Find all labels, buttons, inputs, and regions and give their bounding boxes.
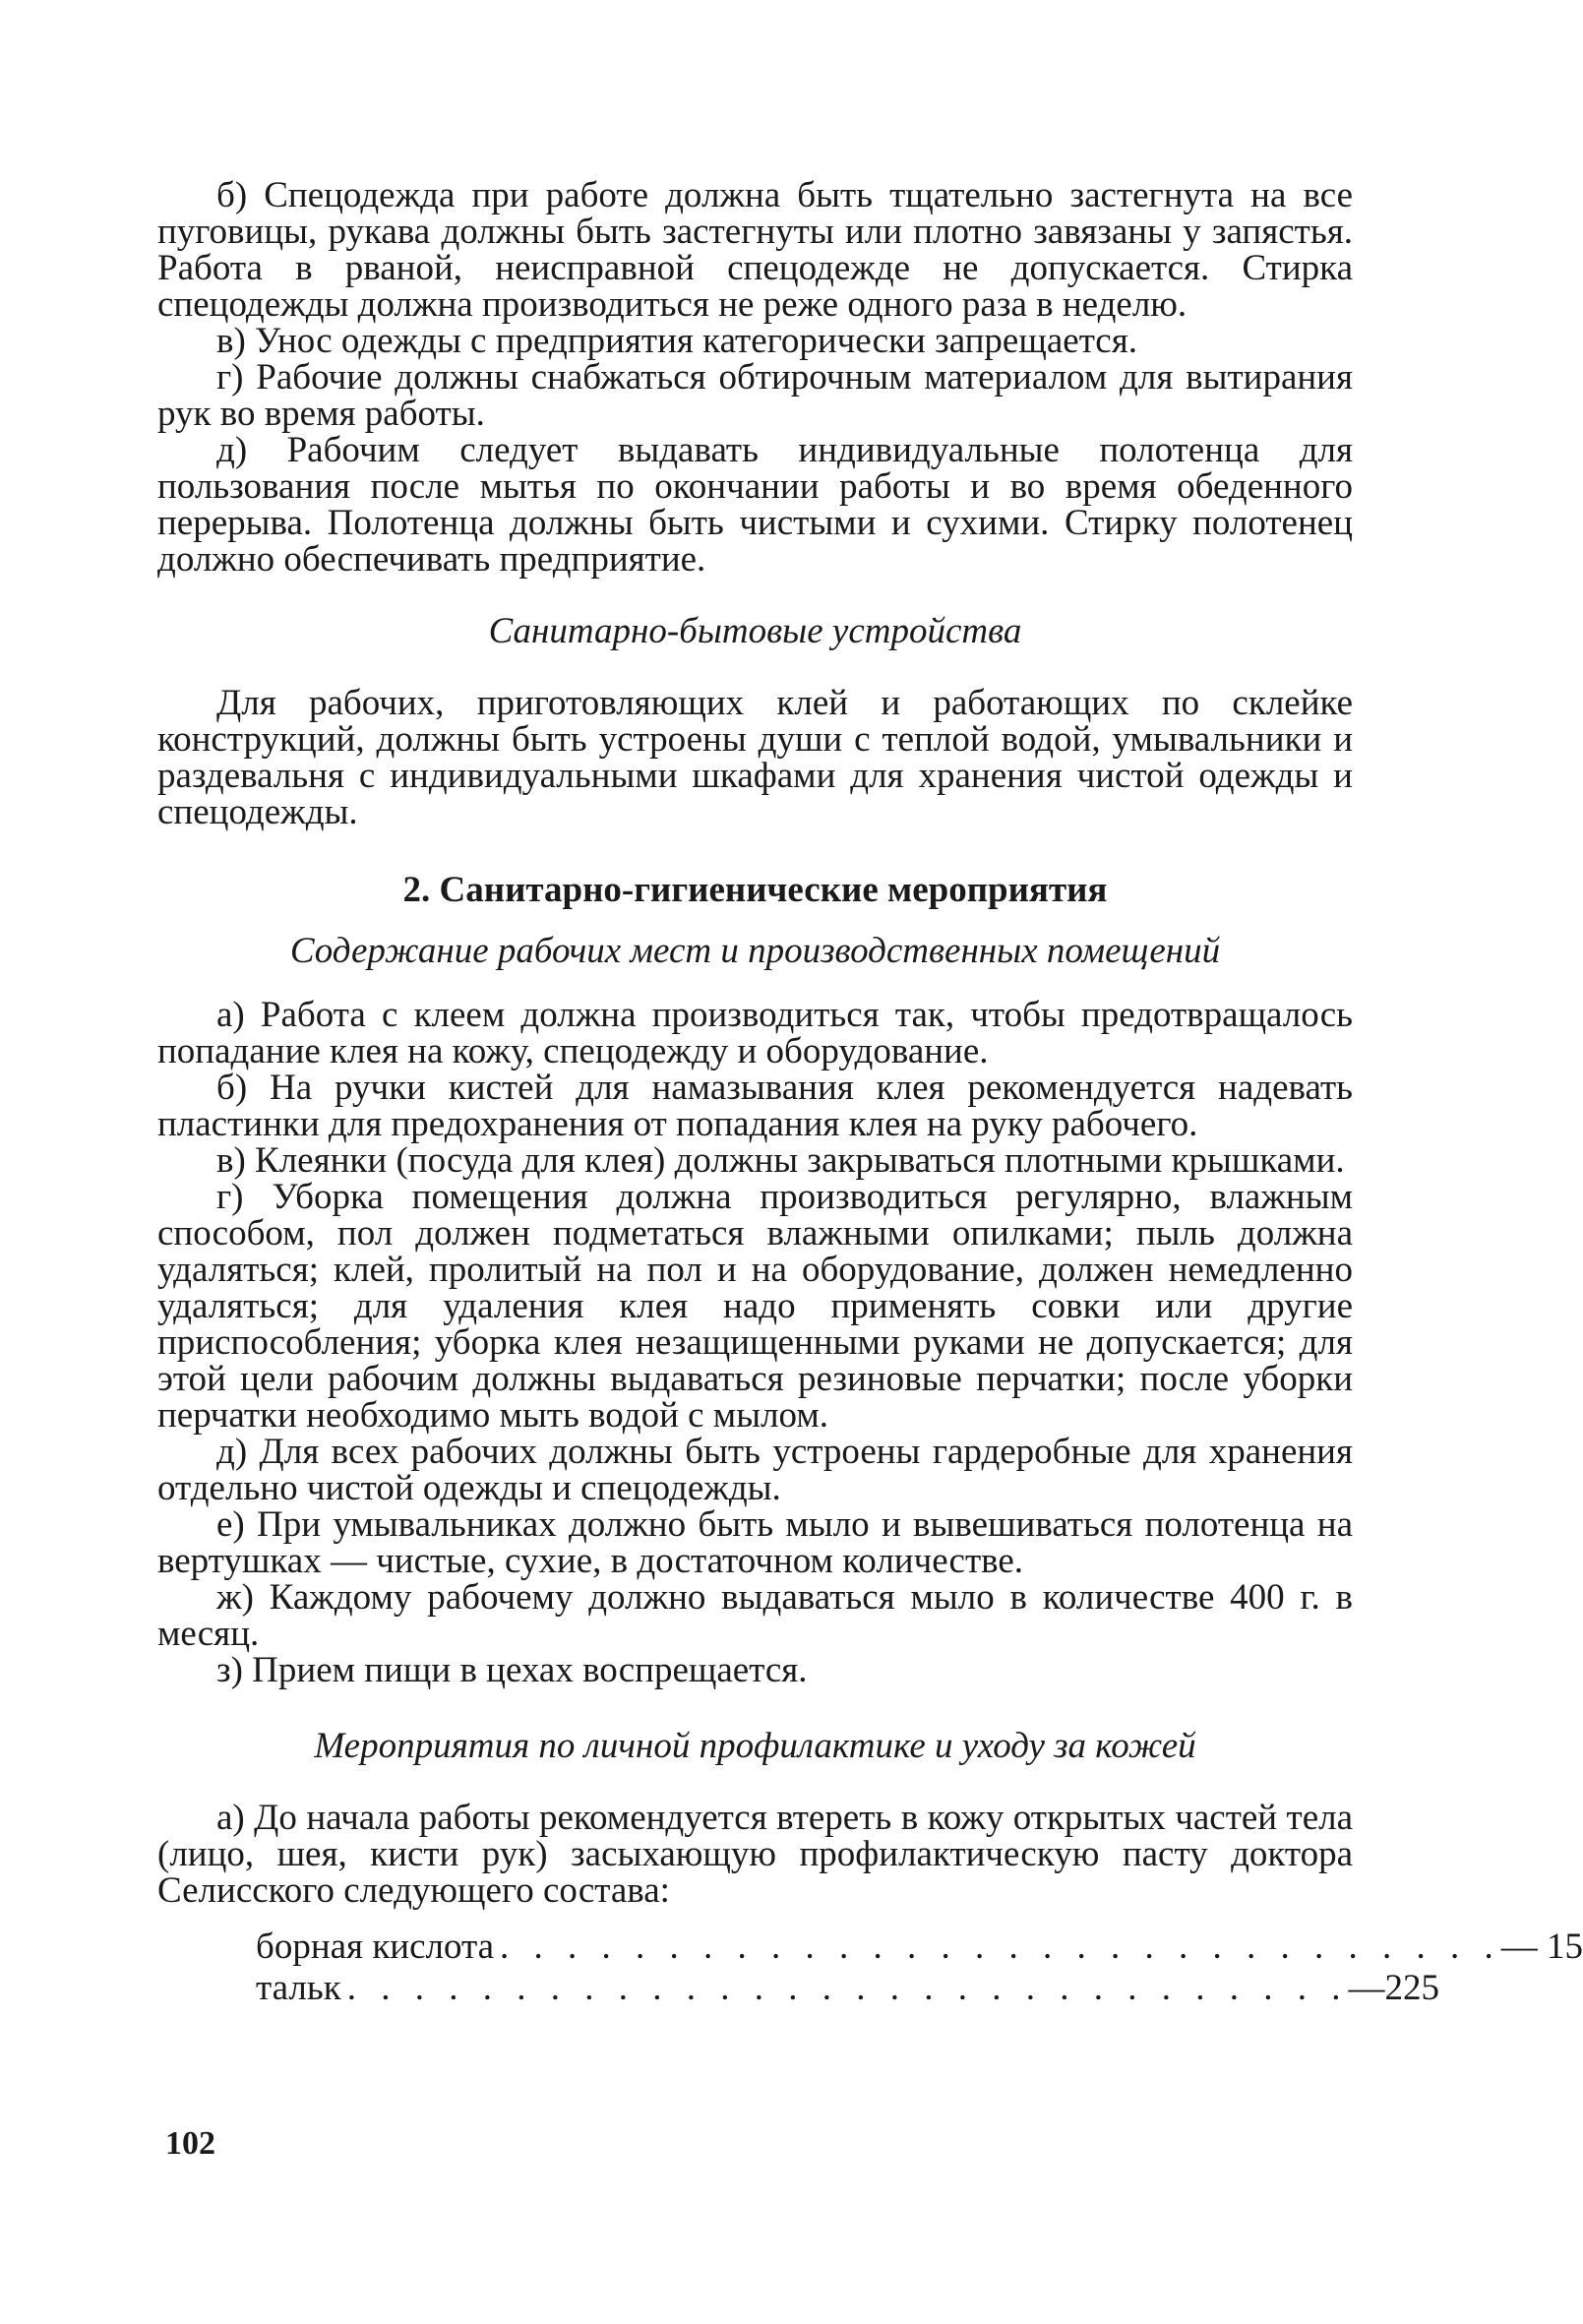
paragraph-b-workwear: б) Спецодежда при работе должна быть тщательно застегнута на все пуговицы, рукава должны быть застегнуты или плотно завязаны у запястья. Работа в рваной, неисправной спецодежде не допускается. Стирка спецодежды должна производиться не реже одного раза в неделю. xyxy=(157,175,1353,325)
heading-sanitary-facilities: Санитарно-бытовые устройства xyxy=(488,611,1022,651)
recipe-ingredient-name: тальк xyxy=(256,1968,341,2008)
document-page xyxy=(157,175,1583,2011)
paragraph-a-glue-work: а) Работа с клеем должна производиться так, чтобы предотвращалось попадание клея на кожу, спецодежду и оборудование. xyxy=(157,995,1353,1071)
recipe-list xyxy=(256,1926,1583,2011)
paragraph-a-paste: а) До начала работы рекомендуется втереть в кожу открытых частей тела (лицо, шея, кисти рук) засыхающую профилактическую пасту доктора Селисского следующего состава: xyxy=(157,1798,1353,1911)
heading-section-2: 2. Санитарно-гигиенические мероприятия xyxy=(402,870,1108,910)
page-number: 102 xyxy=(165,2125,215,2162)
dot-leader: . . . . . . . . . . . . . . . . . . . . . . . . . . . . . . xyxy=(500,1926,1501,1967)
paragraph-d-wardrobes: д) Для всех рабочих должны быть устроены гардеробные для хранения отдельно чистой одежды и спецодежды. xyxy=(157,1432,1353,1508)
heading-prophylaxis: Мероприятия по личной профилактике и уходу за кожей xyxy=(314,1726,1196,1766)
paragraph-b-brush-plates: б) На ручки кистей для намазывания клея рекомендуется надевать пластинки для предохранения от попадания клея на руку рабочего. xyxy=(157,1068,1353,1144)
paragraph-sanitary-facilities: Для рабочих, приготовляющих клей и работающих по склейке конструкций, должны быть устроены души с теплой водой, умывальники и раздевальня с индивидуальными шкафами для хранения чистой одежды и спецодежды. xyxy=(157,683,1353,832)
paragraph-e-washbasins: е) При умывальниках должно быть мыло и вывешиваться полотенца на вертушках — чистые, сухие, в достаточном количестве. xyxy=(157,1504,1353,1581)
recipe-row xyxy=(256,1968,1439,2011)
paragraph-d-towels: д) Рабочим следует выдавать индивидуальные полотенца для пользования после мытья по окончании работы и во время обеденного перерыва. Полотенца должны быть чистыми и сухими. Стирку полотенец должно обеспечивать предприятие. xyxy=(157,430,1353,580)
recipe-ingredient-name: борная кислота xyxy=(256,1926,495,1967)
paragraph-z-eating: з) Прием пищи в цехах воспрещается. xyxy=(216,1650,808,1690)
paragraph-v-glue-pots: в) Клеянки (посуда для клея) должны закрываться плотными крышками. xyxy=(216,1140,1345,1181)
recipe-ingredient-amount: —225 xyxy=(1348,1968,1439,2008)
subheading-workplaces: Содержание рабочих мест и производственных помещений xyxy=(289,931,1221,971)
paragraph-g-wiping-material: г) Рабочие должны снабжаться обтирочным материалом для вытирания рук во время работы. xyxy=(157,357,1353,434)
recipe-ingredient-amount: — 15 xyxy=(1500,1926,1583,1967)
dot-leader: . . . . . . . . . . . . . . . . . . . . . . . . . . . . . . xyxy=(346,1968,1349,2008)
paragraph-g-cleaning: г) Уборка помещения должна производиться регулярно, влажным способом, пол должен подметаться влажными опилками; пыль должна удаляться; клей, пролитый на пол и на оборудование, должен немедленно удаляться; для удаления клея надо применять совки или другие приспособления; уборка клея незащищенными руками не допускается; для этой цели рабочим должны выдаваться резиновые перчатки; после уборки перчатки необходимо мыть водой с мылом. xyxy=(157,1177,1353,1436)
paragraph-v-clothing-removal: в) Унос одежды с предприятия категорически запрещается. xyxy=(216,321,1138,361)
paragraph-zh-soap: ж) Каждому рабочему должно выдаваться мыло в количестве 400 г. в месяц. xyxy=(157,1577,1353,1654)
recipe-row xyxy=(256,1926,1583,1970)
